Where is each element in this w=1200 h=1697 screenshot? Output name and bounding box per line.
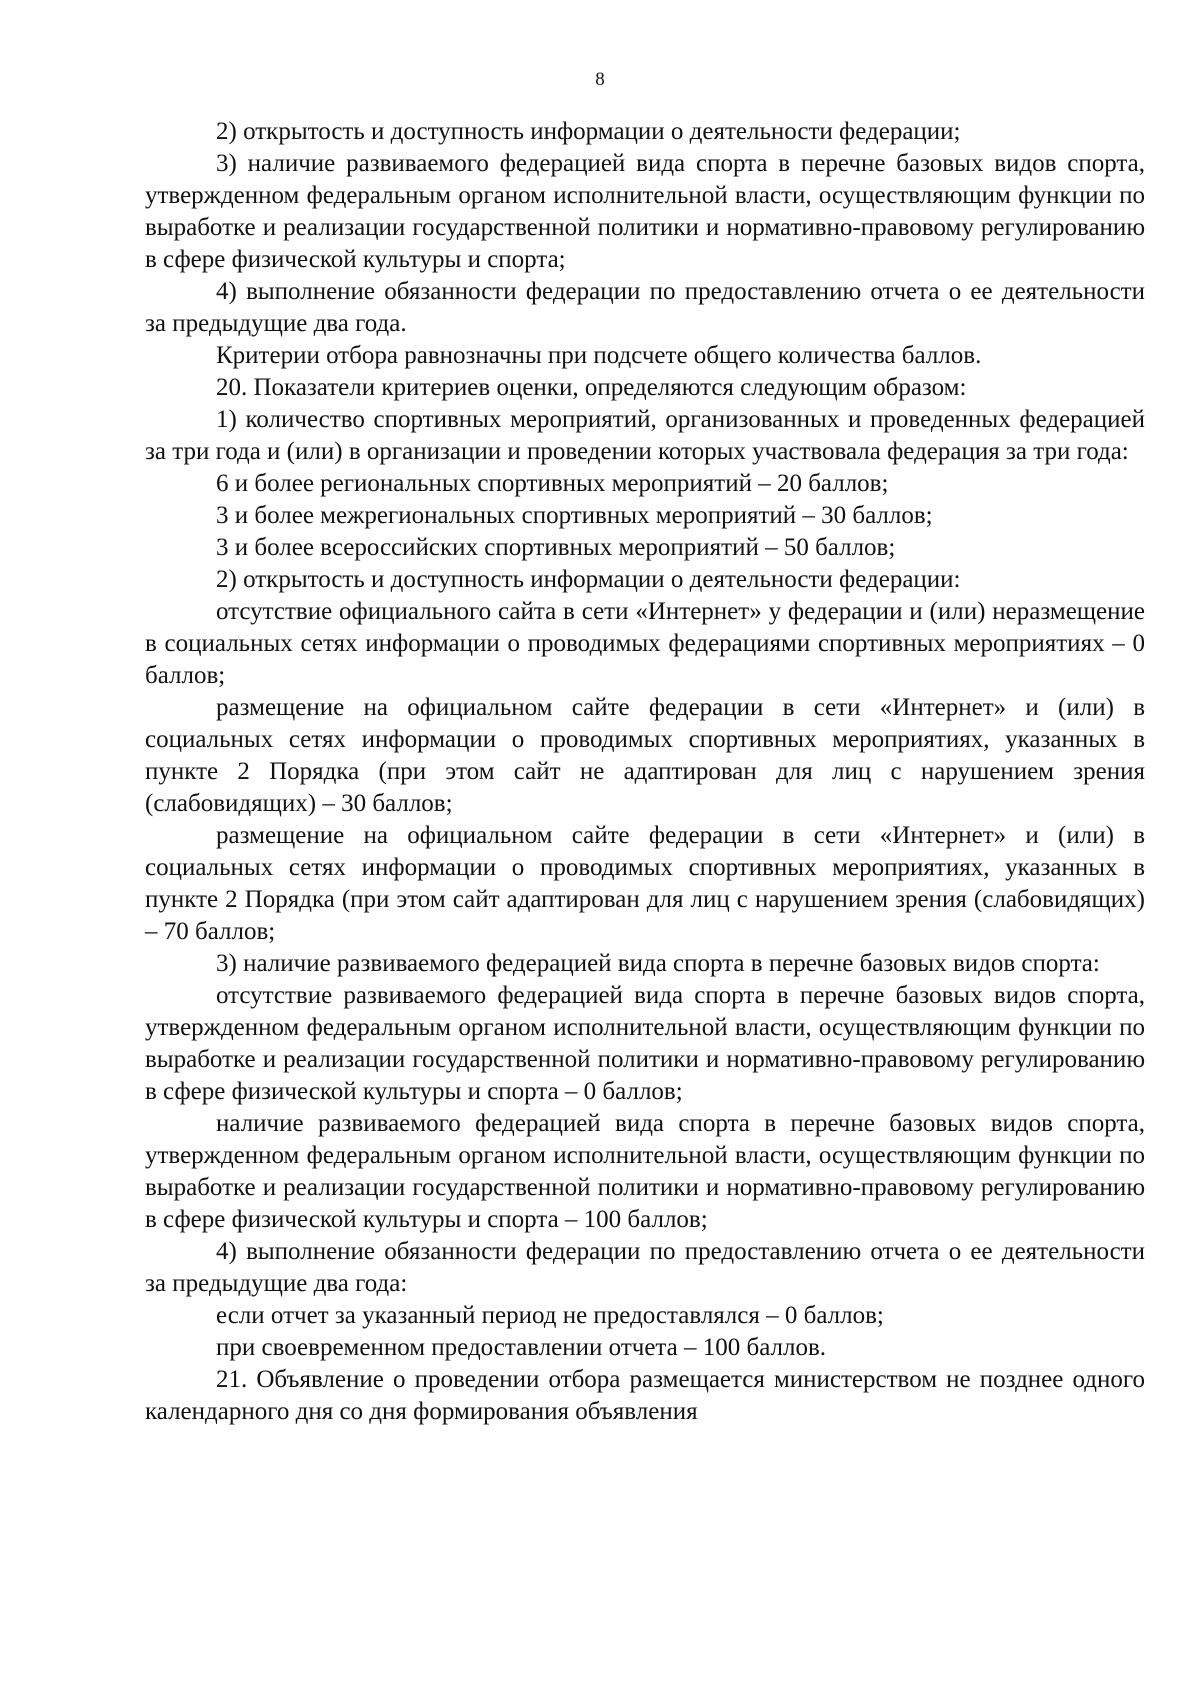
paragraph: 1) количество спортивных мероприятий, организованных и проведенных федерацией за три года и (или) в организации и проведении которых участвовала федерация за три года: <box>145 406 1145 465</box>
paragraph: отсутствие официального сайта в сети «Интернет» у федерации и (или) неразмещение в социальных сетях информации о проводимых федерациями спортивных мероприятиях – 0 баллов; <box>145 598 1145 689</box>
paragraph: 3) наличие развиваемого федерацией вида спорта в перечне базовых видов спорта: <box>216 950 1100 977</box>
paragraph: 3) наличие развиваемого федерацией вида спорта в перечне базовых видов спорта, утвержденном федеральным органом исполнительной власти, осуществляющим функции по выработке и реализации государственной политики и нормативно-правовому регулированию в сфере физической культуры и спорта; <box>145 150 1145 273</box>
paragraph: отсутствие развиваемого федерацией вида спорта в перечне базовых видов спорта, утвержденном федеральным органом исполнительной власти, осуществляющим функции по выработке и реализации государственной политики и нормативно-правовому регулированию в сфере физической культуры и спорта – 0 баллов; <box>145 982 1145 1105</box>
paragraph: наличие развиваемого федерацией вида спорта в перечне базовых видов спорта, утвержденном федеральным органом исполнительной власти, осуществляющим функции по выработке и реализации государственной политики и нормативно-правовому регулированию в сфере физической культуры и спорта – 100 баллов; <box>145 1110 1145 1233</box>
paragraph: при своевременном предоставлении отчета – 100 баллов. <box>216 1334 827 1361</box>
paragraph: 3 и более всероссийских спортивных мероприятий – 50 баллов; <box>216 534 896 561</box>
document-body <box>145 116 1145 1428</box>
page-number: 8 <box>595 69 605 90</box>
paragraph: Критерии отбора равнозначны при подсчете общего количества баллов. <box>216 342 982 369</box>
paragraph: 2) открытость и доступность информации о деятельности федерации: <box>216 566 961 593</box>
paragraph: 20. Показатели критериев оценки, определяются следующим образом: <box>216 374 967 401</box>
paragraph: размещение на официальном сайте федерации в сети «Интернет» и (или) в социальных сетях информации о проводимых спортивных мероприятиях, указанных в пункте 2 Порядка (при этом сайт адаптирован для лиц с нарушением зрения (слабовидящих) – 70 баллов; <box>145 822 1145 945</box>
paragraph: 2) открытость и доступность информации о деятельности федерации; <box>216 118 961 145</box>
paragraph: 21. Объявление о проведении отбора размещается министерством не позднее одного календарного дня со дня формирования объявления <box>145 1366 1145 1425</box>
paragraph: 6 и более региональных спортивных мероприятий – 20 баллов; <box>216 470 889 497</box>
paragraph: 3 и более межрегиональных спортивных мероприятий – 30 баллов; <box>216 502 933 529</box>
paragraph: 4) выполнение обязанности федерации по предоставлению отчета о ее деятельности за предыдущие два года: <box>145 1238 1145 1297</box>
paragraph: размещение на официальном сайте федерации в сети «Интернет» и (или) в социальных сетях информации о проводимых спортивных мероприятиях, указанных в пункте 2 Порядка (при этом сайт не адаптирован для лиц с нарушением зрения (слабовидящих) – 30 баллов; <box>145 694 1145 817</box>
paragraph: если отчет за указанный период не предоставлялся – 0 баллов; <box>216 1302 884 1329</box>
paragraph: 4) выполнение обязанности федерации по предоставлению отчета о ее деятельности за предыдущие два года. <box>145 278 1145 337</box>
